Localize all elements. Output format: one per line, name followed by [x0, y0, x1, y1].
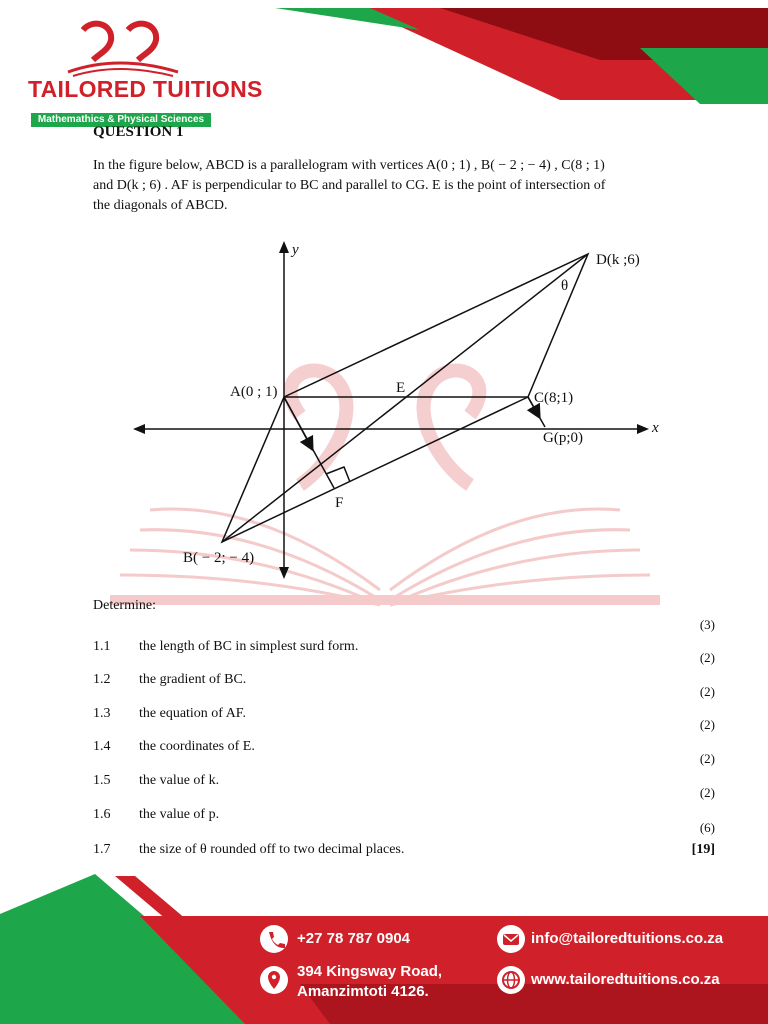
item-number: 1.1	[93, 639, 111, 654]
item-text: the value of k.	[139, 773, 220, 788]
globe-icon	[497, 966, 525, 994]
angle-theta-label: θ	[561, 278, 569, 294]
item-number: 1.5	[93, 773, 111, 788]
item-number: 1.2	[93, 672, 111, 687]
intro-line: the diagonals of ABCD.	[93, 198, 228, 213]
item-text: the value of p.	[139, 807, 220, 822]
question-item	[93, 785, 715, 823]
vertex-label-d: D(k ;6)	[596, 252, 640, 268]
point-label-e: E	[396, 380, 406, 396]
y-axis-label: y	[292, 242, 299, 258]
item-marks: (2)	[699, 650, 715, 665]
determine-label: Determine:	[93, 598, 156, 613]
question-item	[93, 650, 715, 688]
question-item	[93, 684, 715, 722]
email-address[interactable]: info@tailoredtuitions.co.za	[531, 930, 724, 947]
item-text: the size of θ rounded off to two decimal places.	[139, 842, 405, 857]
question-item	[93, 820, 715, 858]
question-item	[93, 751, 715, 789]
intro-line: and D(k ; 6) . AF is perpendicular to BC and parallel to CG. E is the point of intersection of	[93, 178, 606, 193]
point-label-f: F	[335, 495, 344, 511]
item-text: the equation of AF.	[139, 706, 246, 721]
item-marks: (2)	[699, 717, 715, 732]
item-marks: (2)	[699, 751, 715, 766]
item-marks: (2)	[699, 684, 715, 699]
item-number: 1.7	[93, 842, 111, 857]
point-label-g: G(p;0)	[543, 430, 583, 446]
question-heading: QUESTION 1	[93, 124, 184, 140]
x-axis-label: x	[652, 420, 659, 436]
brand-tagline: Mathemathics & Physical Sciences	[31, 113, 211, 127]
item-marks: (2)	[699, 785, 715, 800]
vertex-label-b: B( − 2; − 4)	[183, 550, 255, 566]
vertex-label-c: C(8;1)	[534, 390, 574, 406]
item-text: the gradient of BC.	[139, 672, 247, 687]
website-link[interactable]: www.tailoredtuitions.co.za	[531, 971, 720, 988]
address	[297, 962, 442, 1002]
question-item	[93, 617, 715, 655]
item-text: the length of BC in simplest surd form.	[139, 639, 359, 654]
brand-name: TAILORED TUITIONS	[28, 76, 263, 102]
vertex-label-a: A(0 ; 1)	[230, 384, 278, 400]
item-number: 1.4	[93, 739, 111, 754]
phone-icon	[260, 925, 288, 953]
location-pin-icon	[260, 966, 288, 994]
item-number: 1.3	[93, 706, 111, 721]
question-item	[93, 717, 715, 755]
address-line: Amanzimtoti 4126.	[297, 983, 429, 1000]
phone-number[interactable]: +27 78 787 0904	[297, 930, 411, 947]
item-marks: (3)	[699, 617, 715, 632]
item-marks: (6)	[699, 820, 715, 835]
email-icon	[497, 925, 525, 953]
item-number: 1.6	[93, 807, 111, 822]
address-line: 394 Kingsway Road,	[297, 963, 443, 980]
item-text: the coordinates of E.	[139, 739, 255, 754]
intro-line: In the figure below, ABCD is a parallelogram with vertices A(0 ; 1) , B( − 2 ; − 4) , C(8 ; 1)	[93, 158, 605, 173]
total-marks: [19]	[691, 842, 715, 857]
